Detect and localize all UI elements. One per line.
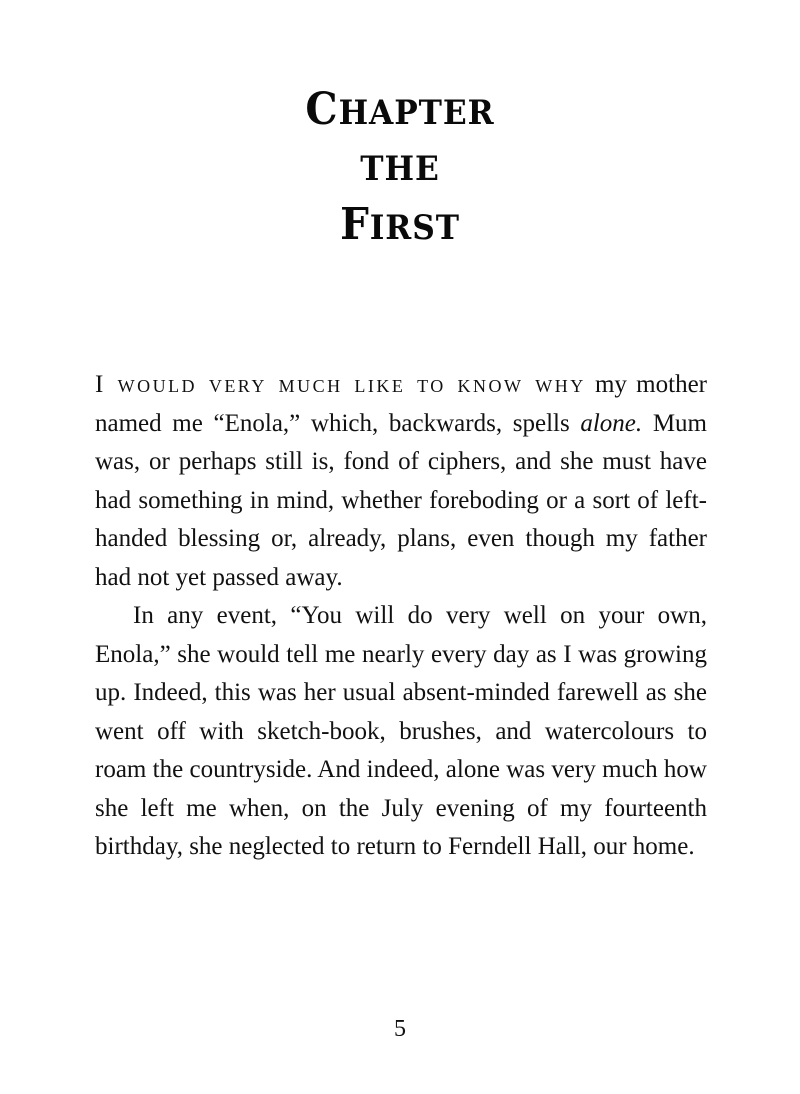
- paragraph-2: In any event, “You will do very well on your own, Enola,” she would tell me nearly every day as I was growing up. Indeed, this was her usual absent-minded farewell as she went off with sketch-book, brushes, and watercolours to roam the countryside. And indeed, alone was very much how she left me when, on the July evening of my fourteenth birthday, she neglected to return to Ferndell Hall, our home.: [95, 602, 707, 860]
- chapter-heading-line-2: THE: [360, 149, 440, 189]
- chapter-heading-initial: C: [305, 84, 339, 135]
- opening-smallcaps: I would very much like to know why: [95, 371, 586, 398]
- chapter-heading-word: IRST: [369, 208, 460, 248]
- chapter-heading-word: HAPTER: [338, 93, 495, 133]
- paragraph-text: my mother named me “Enola,” which, backwards, spells: [95, 371, 708, 437]
- chapter-body: [95, 366, 707, 867]
- chapter-heading-line-3: [32, 197, 768, 256]
- chapter-heading-line-1: [32, 82, 768, 141]
- page-number: 5: [394, 1016, 406, 1042]
- chapter-heading-initial: F: [340, 199, 370, 250]
- paragraph-text: Mum was, or perhaps still is, fond of ciphers, and she must have had something in mind, whether foreboding or a sort of left-handed blessing or, already, plans, even though my father had not yet passed away.: [95, 409, 707, 591]
- paragraph-1: [95, 366, 707, 597]
- chapter-heading: [0, 82, 800, 256]
- emphasized-word: alone.: [580, 409, 643, 437]
